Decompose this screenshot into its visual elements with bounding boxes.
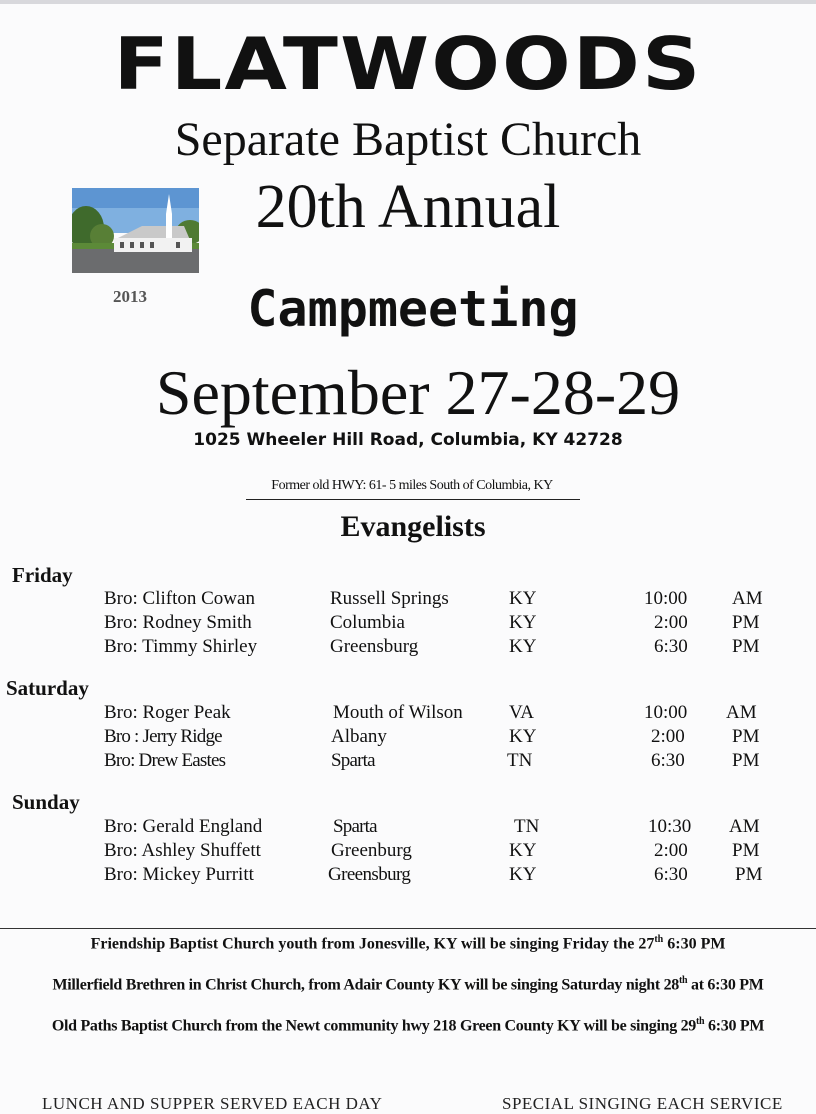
evangelist-name: Bro: Timmy Shirley — [104, 636, 258, 657]
evangelist-name: Bro: Ashley Shuffett — [104, 840, 261, 861]
evangelist-state: KY — [509, 612, 537, 633]
evangelist-state: KY — [509, 636, 537, 657]
evangelist-name: Bro: Mickey Purritt — [104, 864, 254, 885]
service-time: 2:00 — [654, 612, 688, 633]
evangelist-name: Bro: Clifton Cowan — [104, 588, 255, 609]
service-time: 10:30 — [648, 816, 692, 837]
photo-year: 2013 — [113, 287, 147, 306]
notice-text: Millerfield Brethren in Christ Church, from Adair County KY will be singing Saturday night 28 — [52, 976, 679, 994]
evangelist-city: Albany — [331, 726, 387, 747]
service-time: 6:30 — [651, 750, 685, 771]
anniversary-heading: 20th Annual — [255, 173, 561, 241]
event-address: 1025 Wheeler Hill Road, Columbia, KY 42728 — [193, 430, 623, 450]
church-name-title: FLATWOODS — [113, 22, 703, 106]
evangelist-name: Bro: Rodney Smith — [104, 612, 252, 633]
service-time: 2:00 — [651, 726, 685, 747]
evangelist-city: Greenburg — [331, 840, 412, 861]
evangelist-name: Bro: Drew Eastes — [104, 750, 226, 771]
notice-time: at 6:30 PM — [687, 976, 764, 994]
evangelist-name: Bro: Roger Peak — [104, 702, 231, 723]
day-heading-sunday: Sunday — [12, 790, 80, 814]
evangelist-state: TN — [507, 750, 533, 771]
church-subtitle: Separate Baptist Church — [174, 113, 642, 166]
directions-note: Former old HWY: 61- 5 miles South of Columbia, KY — [271, 478, 553, 493]
event-dates: September 27-28-29 — [155, 357, 681, 428]
notice-ordinal: th — [654, 934, 664, 945]
evangelists-heading: Evangelists — [340, 510, 486, 543]
notice-time: 6:30 PM — [704, 1017, 765, 1035]
notice-text: Old Paths Baptist Church from the Newt community hwy 218 Green County KY will be singing 29 — [51, 1017, 697, 1035]
evangelist-state: KY — [509, 726, 537, 747]
evangelist-city: Greensburg — [328, 864, 411, 885]
day-heading-friday: Friday — [12, 563, 73, 587]
evangelist-city: Columbia — [330, 612, 405, 633]
singing-notice-saturday — [0, 975, 816, 994]
evangelist-name: Bro: Gerald England — [104, 816, 263, 837]
directions-underline — [246, 499, 580, 500]
service-time: 6:30 — [654, 864, 688, 885]
service-ampm: PM — [735, 864, 763, 885]
top-border — [0, 0, 816, 4]
notice-text: Friendship Baptist Church youth from Jonesville, KY will be singing Friday the 27 — [90, 935, 655, 953]
notice-ordinal: th — [696, 1016, 705, 1027]
service-ampm: PM — [732, 636, 760, 657]
singing-notice-sunday — [0, 1016, 816, 1035]
evangelist-state: VA — [509, 702, 534, 723]
service-time: 2:00 — [654, 840, 688, 861]
day-heading-saturday: Saturday — [6, 676, 89, 700]
evangelist-state: KY — [509, 864, 537, 885]
notice-ordinal: th — [679, 975, 688, 986]
service-time: 6:30 — [654, 636, 688, 657]
section-divider — [0, 928, 816, 929]
evangelist-city: Greensburg — [330, 636, 419, 657]
evangelist-city: Sparta — [331, 750, 375, 771]
evangelist-name: Bro : Jerry Ridge — [104, 726, 222, 747]
service-ampm: AM — [726, 702, 757, 723]
service-ampm: AM — [732, 588, 763, 609]
evangelist-city: Mouth of Wilson — [333, 702, 463, 723]
service-ampm: PM — [732, 840, 760, 861]
evangelist-state: KY — [509, 588, 537, 609]
evangelist-state: KY — [509, 840, 537, 861]
service-time: 10:00 — [644, 702, 688, 723]
service-ampm: PM — [732, 726, 760, 747]
service-ampm: PM — [732, 612, 760, 633]
footer-singing: SPECIAL SINGING EACH SERVICE — [502, 1094, 783, 1113]
service-ampm: PM — [732, 750, 760, 771]
evangelist-state: TN — [514, 816, 540, 837]
evangelist-city: Sparta — [333, 816, 377, 837]
service-time: 10:00 — [644, 588, 688, 609]
evangelist-city: Russell Springs — [330, 588, 449, 609]
footer-meals: LUNCH AND SUPPER SERVED EACH DAY — [42, 1094, 383, 1113]
event-title: Campmeeting — [247, 280, 579, 338]
singing-notice-friday — [0, 934, 816, 953]
service-ampm: AM — [729, 816, 760, 837]
notice-time: 6:30 PM — [663, 935, 726, 953]
